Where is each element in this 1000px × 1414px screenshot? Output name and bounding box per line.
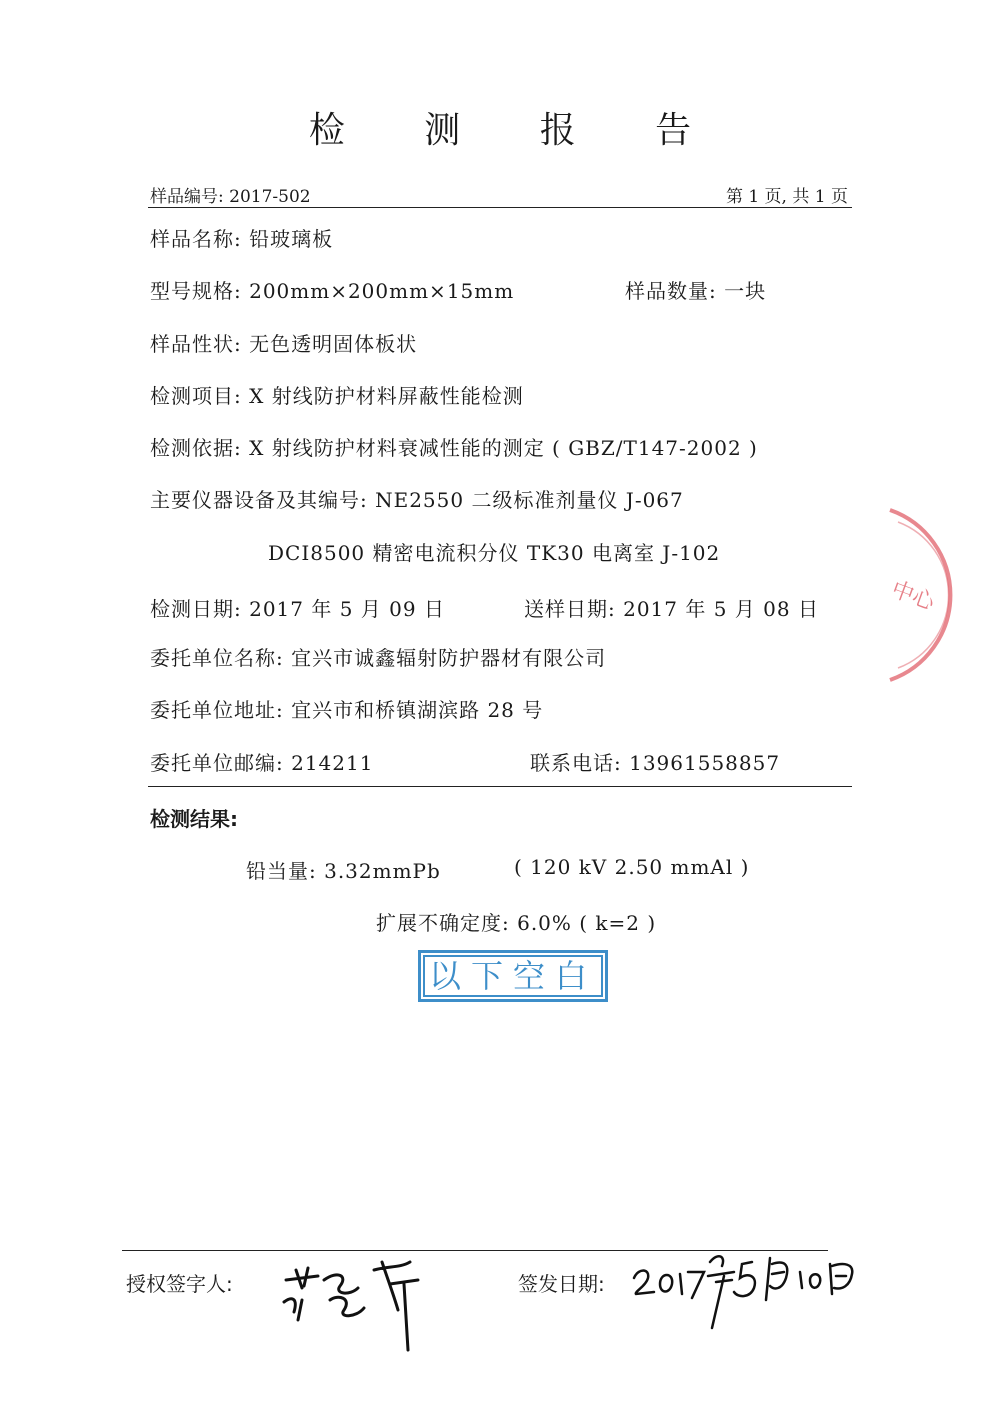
test-date: 检测日期: 2017 年 5 月 09 日 (150, 597, 445, 621)
equipment-line-1: 主要仪器设备及其编号: NE2550 二级标准剂量仪 J-067 (150, 488, 684, 512)
expanded-uncertainty: 扩展不确定度: 6.0% ( k=2 ) (376, 911, 657, 935)
contact-phone: 联系电话: 13961558857 (530, 751, 781, 775)
results-heading: 检测结果: (150, 807, 238, 831)
sample-property: 样品性状: 无色透明固体板状 (150, 332, 418, 356)
report-title: 检 测 报 告 (308, 110, 726, 151)
client-address: 委托单位地址: 宜兴市和桥镇湖滨路 28 号 (150, 698, 544, 722)
client-postcode: 委托单位邮编: 214211 (150, 751, 374, 775)
handwritten-signature (278, 1240, 438, 1360)
blank-below-stamp: 以下空白 (418, 950, 608, 1002)
page-info: 第 1 页, 共 1 页 (725, 187, 848, 207)
sample-quantity: 样品数量: 一块 (625, 279, 767, 303)
delivery-date: 送样日期: 2017 年 5 月 08 日 (524, 597, 819, 621)
authorized-signer-label: 授权签字人: (126, 1272, 233, 1296)
sample-name: 样品名称: 铅玻璃板 (150, 227, 334, 251)
model-spec: 型号规格: 200mm×200mm×15mm (150, 279, 515, 303)
seal-text: 中心 (887, 577, 938, 616)
results-rule (148, 786, 852, 787)
header-rule (148, 207, 852, 208)
client-name: 委托单位名称: 宜兴市诚鑫辐射防护器材有限公司 (150, 646, 607, 670)
test-conditions: ( 120 kV 2.50 mmAl ) (514, 855, 750, 879)
issue-date-label: 签发日期: (518, 1272, 605, 1296)
handwritten-issue-date (630, 1242, 865, 1332)
official-seal (850, 500, 1000, 690)
lead-equivalent: 铅当量: 3.32mmPb (246, 859, 441, 883)
equipment-line-2: DCI8500 精密电流积分仪 TK30 电离室 J-102 (268, 541, 721, 565)
sample-number: 样品编号: 2017-502 (150, 187, 311, 207)
test-item: 检测项目: X 射线防护材料屏蔽性能检测 (150, 384, 524, 408)
test-basis: 检测依据: X 射线防护材料衰减性能的测定 ( GBZ/T147-2002 ) (150, 436, 758, 460)
